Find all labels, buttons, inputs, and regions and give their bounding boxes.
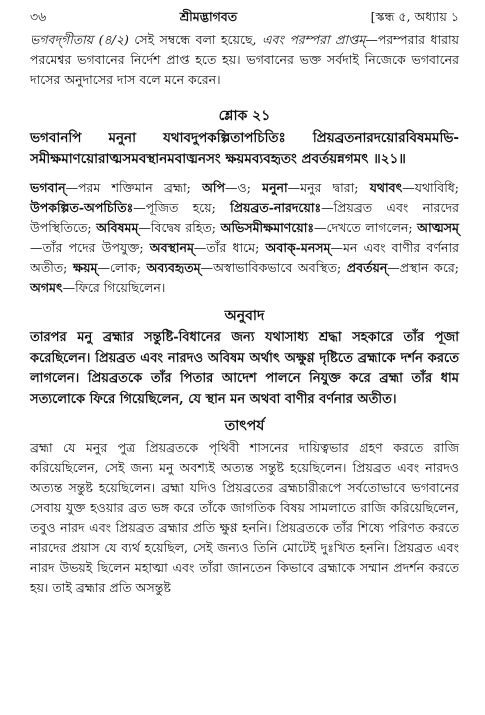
term: যথাবৎ [369, 180, 403, 195]
text-run: —বিদ্বেষ রহিত; [138, 220, 221, 235]
text-run: —যথাবিধি; [402, 180, 459, 195]
term: ভগবান্‌ [30, 180, 66, 195]
text-run: সেই সম্বন্ধে বলা হয়েছে, [128, 32, 262, 47]
term: অপি [202, 180, 225, 195]
term: প্রিয়ব্রত-নারদয়োঃ [230, 200, 322, 215]
translation-heading: অনুবাদ [224, 308, 265, 324]
term: প্রবর্তয়ন্‌ [346, 260, 388, 275]
text-run: —পূজিত হয়ে; [133, 200, 231, 215]
text-run: —দেখতে লাগলেন; [314, 220, 418, 235]
term: উপকল্পিত-অপচিতিঃ [30, 200, 134, 215]
text-run: —তাঁর ধামে; [193, 240, 266, 255]
italic-phrase: এবং পরম্পরা প্রাপ্তম্‌ [262, 32, 366, 47]
text-run: —পরম শক্তিমান ব্রহ্মা; [65, 180, 203, 195]
term: অবস্থানম্‌ [149, 240, 194, 255]
text-run: —প্রস্থান করে; [387, 260, 459, 275]
term: মনুনা [262, 180, 288, 195]
term: অবাক্‌-মনসম্‌ [265, 240, 331, 255]
term: অগমৎ [30, 280, 63, 295]
term: আত্মসম্‌ [417, 220, 459, 235]
purport-heading: তাৎপর্য [224, 418, 265, 434]
synonyms-paragraph [30, 178, 459, 298]
term: অভিসমীক্ষমাণয়োঃ [220, 220, 315, 235]
term: ক্ষয়ম্‌ [73, 260, 98, 275]
text-run: —প্রিয়ব্রত এবং নারদের উপস্থিতিতে; [30, 200, 459, 235]
text-run: —পরম্পরার ধারায় পরমেশ্বর ভগবানের নির্দেশ প্রাপ্ত হতে হয়। ভগবানের ভক্ত সর্বদাই নিজেকে ভগবানের দাসের অনুদাসের দাস বলে মনে করেন। [30, 32, 459, 87]
text-run: —মন এবং বাণীর বর্ণনার অতীত; [30, 240, 459, 275]
italic-phrase: ভগবদ্‌গীতায় (৪/২) [30, 32, 129, 47]
purport-text: ব্রহ্মা যে মনুর পুত্র প্রিয়ব্রতকে পৃথিবী শাসনের দায়িত্বভার গ্রহণ করতে রাজি করিয়েছিলেন, সেই জন্য মনু অবশ্যই অত্যন্ত সন্তুষ্ট হয়েছিলেন। প্রিয়ব্রত এবং নারদও অত্যন্ত সন্তুষ্ট হয়েছিলেন। ব্রহ্মা যদিও প্রিয়ব্রতের ব্রহ্মচারীরূপে সর্বতোভাবে ভগবানের সেবায় যুক্ত হওয়ার ব্রত ভঙ্গ করে তাঁকে জাগতিক বিষয় সামলাতে রাজি করিয়েছিলেন, তবুও নারদ এবং প্রিয়ব্রত ব্রহ্মার প্রতি ক্ষুণ্ণ হননি। প্রিয়ব্রতকে তাঁর শিষ্যে পরিণত করতে নারদের প্রয়াস যে ব্যর্থ হয়েছিল, সেই জন্যও তিনি মোটেই দুঃখিত হননি। প্রিয়ব্রত এবং নারদ উভয়ই ছিলেন মহাত্মা এবং তাঁরা জানতেন কিভাবে ব্রহ্মাকে সম্মান প্রদর্শন করতে হয়। তাই ব্রহ্মার প্রতি অসন্তুষ্ট [30, 440, 459, 595]
verse-text: ভগবানপি মনুনা যথাবদুপকল্পিতাপচিতিঃ প্রিয়ব্রতনারদয়োরবিষমমভি-সমীক্ষমাণয়োরাত্মসমবস্থানমবাঙ্মনসং ক্ষয়মব্যবহৃতং প্রবর্তয়ন্নগমৎ ॥২১॥ [30, 130, 459, 167]
book-title: শ্রীমদ্ভাগবত [179, 9, 238, 24]
text-run: —ও; [225, 180, 263, 195]
translation-text: তারপর মনু ব্রহ্মার সন্তুষ্টি-বিধানের জন্য যথাসাধ্য শ্রদ্ধা সহকারে তাঁর পূজা করেছিলেন। প্রিয়ব্রত এবং নারদও অবিষম অর্থাৎ অক্ষুণ্ণ দৃষ্টিতে ব্রহ্মাকে দর্শন করতে লাগলেন। প্রিয়ব্রতকে তাঁর পিতার আদেশ পালনে নিযুক্ত করে ব্রহ্মা তাঁর ধাম সত্যলোকে ফিরে গিয়েছিলেন, যে স্থান মন অথবা বাণীর বর্ণনার অতীত। [30, 330, 459, 407]
text-run: —মনুর দ্বারা; [287, 180, 370, 195]
page-number: ৩৬ [30, 9, 47, 24]
text-run: —লোক; [97, 260, 147, 275]
text-run: —তাঁর পদের উপযুক্ত; [30, 240, 150, 255]
term: অব্যবহৃতম্‌ [146, 260, 201, 275]
intro-paragraph [30, 30, 459, 90]
page-header [30, 6, 459, 28]
canto-chapter: [স্কন্ধ ৫, অধ্যায় ১ [370, 9, 459, 24]
term: অবিষমম্‌ [96, 220, 139, 235]
text-run: —অস্বাভাবিকভাবে অবস্থিত; [200, 260, 347, 275]
verse-heading: শ্লোক ২১ [218, 108, 271, 124]
text-run: —ফিরে গিয়েছিলেন। [62, 280, 166, 295]
